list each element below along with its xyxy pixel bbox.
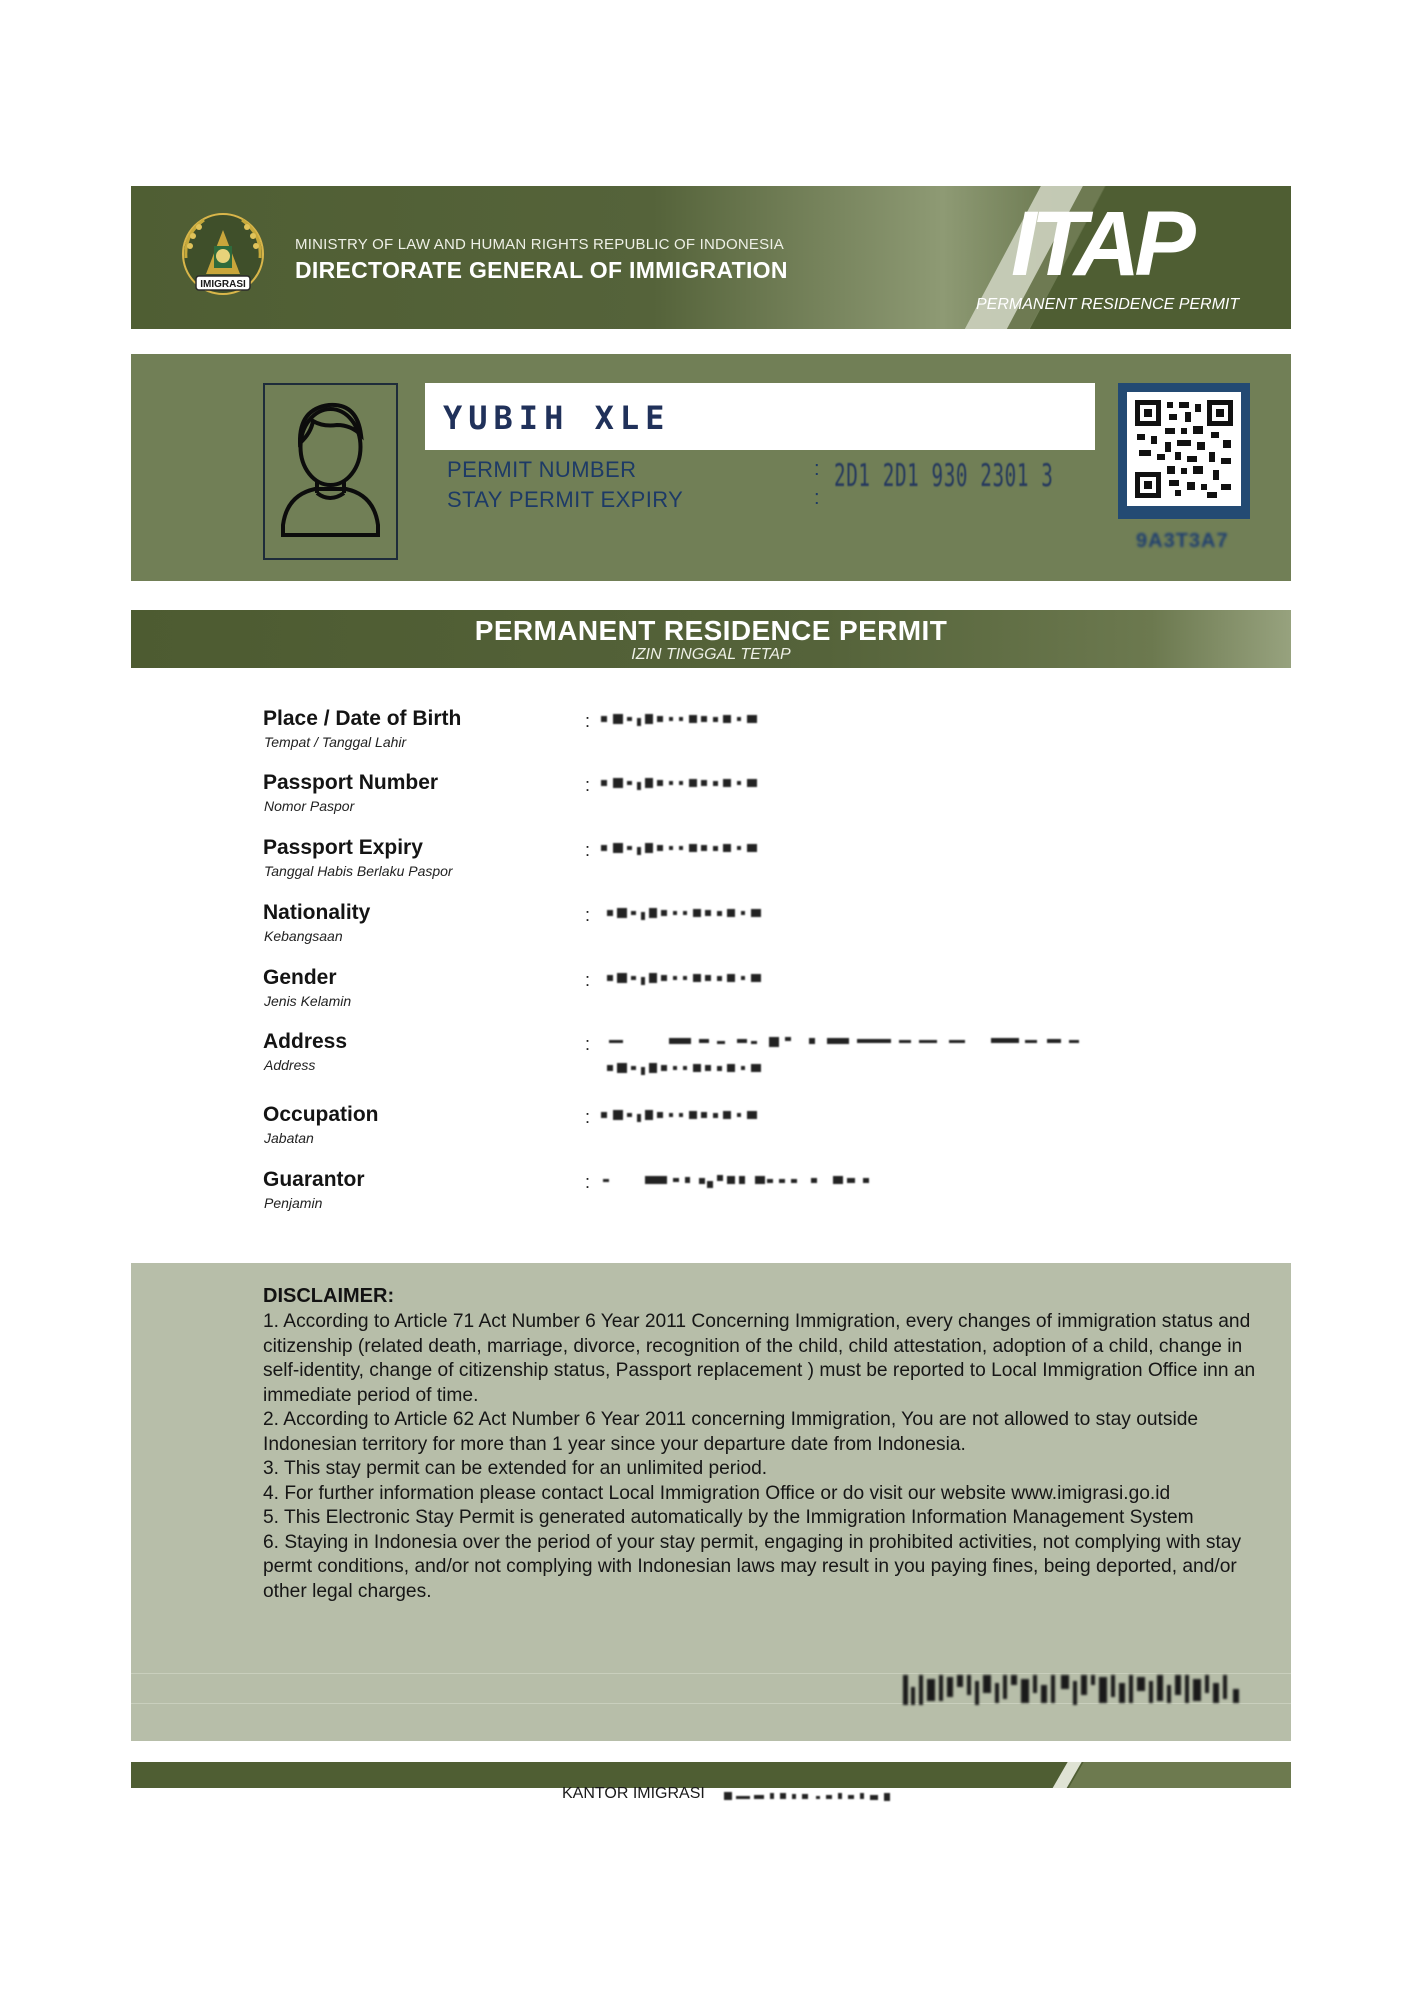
disclaimer-item: 4. For further information please contact Local Immigration Office or do visit our website www.imigrasi.go.id (263, 1482, 1171, 1504)
person-silhouette-icon (265, 385, 396, 558)
colon: : (585, 1034, 591, 1054)
disclaimer-item: 6. Staying in Indonesia over the period of your stay permit, engaging in prohibited activities, not complying with stay permt conditions, and/or not complying with Indonesian laws may result in you paying fines, being deported, and/or other legal charges. (263, 1531, 1242, 1602)
disclaimer-list (263, 1310, 1263, 1604)
redacted-value (599, 1035, 1219, 1047)
verification-code-barcode-icon (901, 1673, 1253, 1707)
colon: : (585, 775, 591, 795)
detail-sublabel: Penjamin (264, 1195, 323, 1211)
permit-number-label: PERMIT NUMBER (447, 457, 637, 482)
colon: : (585, 711, 591, 731)
detail-row-occupation (263, 1103, 1263, 1163)
redacted-value (599, 776, 779, 788)
emblem-label: IMIGRASI (200, 279, 246, 290)
detail-label: Nationality (263, 901, 371, 924)
colon: : (585, 840, 591, 860)
detail-sublabel: Address (264, 1057, 316, 1073)
holder-name-box (425, 383, 1095, 450)
document-title: PERMANENT RESIDENCE PERMIT (474, 615, 948, 646)
itap-logo-subtitle: PERMANENT RESIDENCE PERMIT (976, 296, 1240, 313)
detail-sublabel: Nomor Paspor (264, 798, 355, 814)
redacted-value (599, 841, 779, 853)
detail-label: Place / Date of Birth (263, 707, 462, 730)
ministry-name: MINISTRY OF LAW AND HUMAN RIGHTS REPUBLIC OF INDONESIA (295, 236, 784, 253)
detail-sublabel: Tanggal Habis Berlaku Paspor (264, 863, 453, 879)
detail-sublabel: Kebangsaan (264, 928, 343, 944)
detail-row-passport-number (263, 771, 1263, 831)
redacted-value (599, 906, 779, 918)
disclaimer-panel (131, 1263, 1291, 1741)
disclaimer-item: 1. According to Article 71 Act Number 6 Year 2011 Concerning Immigration, every changes of immigration status and citizenship (related death, marriage, divorce, recognition of the child, child attestation, adoption of a child, change in self-identity, change of citizenship status, Passport replacement ) must be reported to Local Immigration Office inn an immediate period of time. (263, 1311, 1256, 1406)
detail-label: Guarantor (263, 1168, 365, 1191)
qr-caption: 9A3T3A7 (1136, 530, 1229, 552)
detail-row-address (263, 1030, 1263, 1090)
redacted-value (599, 1173, 979, 1185)
detail-row-guarantor (263, 1168, 1263, 1228)
footer-stripe-fill (1063, 1762, 1291, 1788)
colon: : (585, 1107, 591, 1127)
redacted-value (599, 712, 779, 724)
holder-name: YUBIH XLE (443, 399, 671, 437)
detail-sublabel: Jabatan (264, 1130, 314, 1146)
itap-logo: ITAP (1011, 193, 1190, 295)
detail-label: Passport Number (263, 771, 439, 794)
disclaimer-heading: DISCLAIMER: (263, 1285, 395, 1307)
detail-sublabel: Tempat / Tanggal Lahir (264, 734, 407, 750)
detail-sublabel: Jenis Kelamin (264, 993, 352, 1009)
qr-code-frame (1118, 383, 1250, 519)
detail-row-nationality (263, 901, 1263, 961)
redacted-value (599, 1108, 779, 1120)
detail-label: Occupation (263, 1103, 379, 1126)
colon: : (585, 970, 591, 990)
document-title-band (131, 610, 1291, 668)
detail-row-gender (263, 966, 1263, 1026)
disclaimer-item: 5. This Electronic Stay Permit is generated automatically by the Immigration Information Management System (263, 1507, 1194, 1528)
immigration-emblem-icon (176, 210, 270, 304)
detail-label: Address (263, 1030, 348, 1053)
photo-frame (263, 383, 398, 560)
directorate-name: DIRECTORATE GENERAL OF IMMIGRATION (295, 257, 788, 283)
detail-row-passport-expiry (263, 836, 1263, 896)
redacted-value (599, 971, 779, 983)
redacted-value (722, 1789, 912, 1808)
holder-panel (131, 354, 1291, 581)
colon: : (814, 487, 820, 509)
document-header (131, 186, 1291, 329)
footer-office-label: KANTOR IMIGRASI (562, 1785, 705, 1802)
footer-band (131, 1762, 1291, 1788)
colon: : (814, 458, 820, 480)
qr-code-icon (1127, 392, 1241, 506)
document-subtitle: IZIN TINGGAL TETAP (631, 646, 791, 663)
permit-number-value: 2D1 2D1 930 2301 3 (834, 458, 1054, 494)
colon: : (585, 905, 591, 925)
colon: : (585, 1172, 591, 1192)
disclaimer-item: 3. This stay permit can be extended for an unlimited period. (263, 1458, 768, 1479)
disclaimer-item: 2. According to Article 62 Act Number 6 Year 2011 concerning Immigration, You are not allowed to stay outside Indonesian territory for more than 1 year since your departure date from Indonesia. (263, 1409, 1199, 1455)
stay-permit-expiry-label: STAY PERMIT EXPIRY (447, 487, 684, 512)
detail-label: Passport Expiry (263, 836, 423, 859)
detail-label: Gender (263, 966, 337, 989)
detail-row-birth (263, 707, 1263, 767)
